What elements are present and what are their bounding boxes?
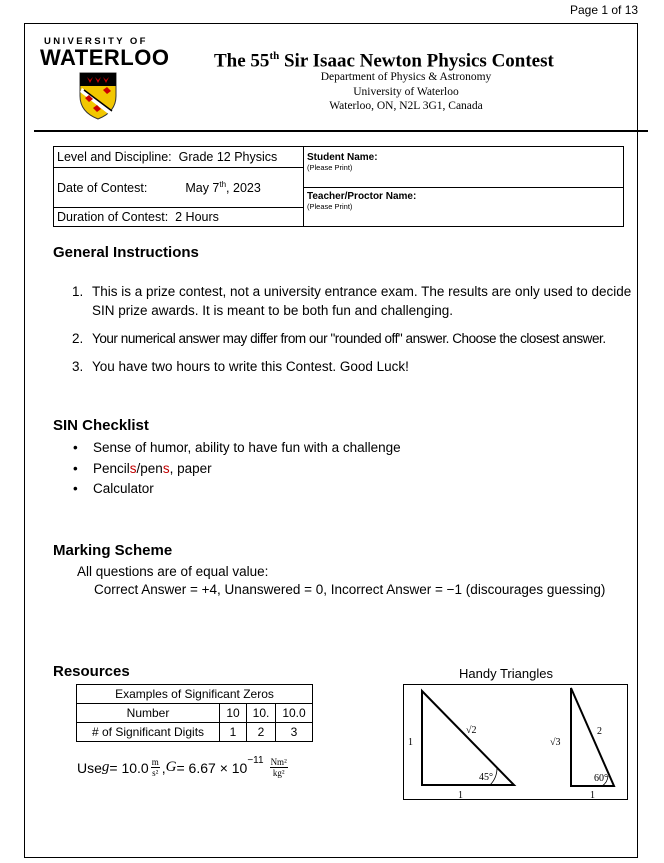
triangle-45-bottom: 1 — [458, 790, 463, 801]
date-cell: Date of Contest: May 7th, 2023 — [54, 168, 304, 208]
contest-title: The 55th Sir Isaac Newton Physics Contest — [214, 50, 554, 72]
table-cell: 10.0 — [276, 704, 313, 723]
sin-checklist-heading: SIN Checklist — [53, 417, 149, 434]
header-divider — [34, 130, 648, 132]
list-item: 3. You have two hours to write this Contest. Good Luck! — [72, 359, 409, 374]
triangle-60 — [571, 688, 614, 786]
triangle-60-angle: 60° — [594, 773, 608, 784]
instructions-list — [72, 282, 637, 385]
significant-zeros-table — [76, 684, 313, 742]
marking-scheme-heading: Marking Scheme — [53, 542, 173, 559]
dept-line: Waterloo, ON, N2L 3G1, Canada — [329, 100, 483, 112]
table-cell: 3 — [276, 723, 313, 742]
list-item: • Calculator — [73, 481, 154, 496]
university-label: UNIVERSITY OF — [44, 36, 148, 47]
level-cell: Level and Discipline: Grade 12 Physics — [54, 147, 304, 168]
student-name-field[interactable]: Student Name: (Please Print) — [304, 147, 624, 188]
list-item: • Sense of humor, ability to have fun with a challenge — [73, 440, 401, 455]
general-instructions-heading: General Instructions — [53, 244, 199, 261]
checklist-list — [73, 438, 401, 500]
list-item: • Pencils/pens, paper — [73, 460, 212, 476]
triangle-60-hyp: 2 — [597, 726, 602, 737]
dept-line: Department of Physics & Astronomy — [320, 71, 492, 83]
dept-line: University of Waterloo — [353, 85, 459, 98]
table-cell: 2 — [247, 723, 276, 742]
marking-line: All questions are of equal value: — [77, 564, 269, 579]
row-label: Number — [77, 704, 220, 723]
triangle-45-hyp: √2 — [466, 725, 477, 736]
handy-triangles-heading: Handy Triangles — [459, 666, 553, 681]
resources-heading: Resources — [53, 663, 130, 680]
G-unit-fraction: $\frac{\text{Nm²}}{\text{kg²}}$ — [270, 757, 287, 778]
table-cell: 10 — [220, 704, 247, 723]
university-name: WATERLOO — [40, 45, 170, 70]
triangle-60-left: √3 — [550, 737, 561, 748]
department-address — [256, 70, 556, 114]
table-cell: 1 — [220, 723, 247, 742]
handy-triangles-box — [403, 684, 628, 800]
g-unit-fraction: $\frac{m}{\text{s²}}$ — [151, 757, 159, 778]
triangle-45 — [422, 691, 514, 785]
list-item: 2. Your numerical answer may differ from our "rounded off" answer. Choose the closest answer. — [72, 331, 606, 346]
contest-info-table — [53, 146, 624, 227]
teacher-name-field[interactable]: Teacher/Proctor Name: (Please Print) — [304, 188, 624, 227]
list-item: 1. This is a prize contest, not a university entrance exam. The results are only used to decide SIN prize awards. It is meant to be both fun and challenging. — [72, 284, 632, 318]
duration-cell: Duration of Contest: 2 Hours — [54, 208, 304, 227]
triangle-60-bottom: 1 — [590, 790, 595, 801]
row-label: # of Significant Digits — [77, 723, 220, 742]
triangle-45-left: 1 — [408, 737, 413, 748]
table-cell: 10. — [247, 704, 276, 723]
university-crest-icon — [79, 72, 117, 120]
table-title: Examples of Significant Zeros — [77, 685, 313, 704]
marking-values: Correct Answer = +4, Unanswered = 0, Incorrect Answer = −1 (discourages guessing) — [94, 582, 606, 597]
constants-formula: Use g = 10.0 $\frac{m}{\text{s²}}$ , G = 6.67 × 10 $^{-11}$ $\frac{\text{Nm²}}{\text{kg²}}$ — [77, 755, 287, 778]
triangle-45-angle: 45° — [479, 772, 493, 783]
page-number: Page 1 of 13 — [570, 3, 639, 17]
